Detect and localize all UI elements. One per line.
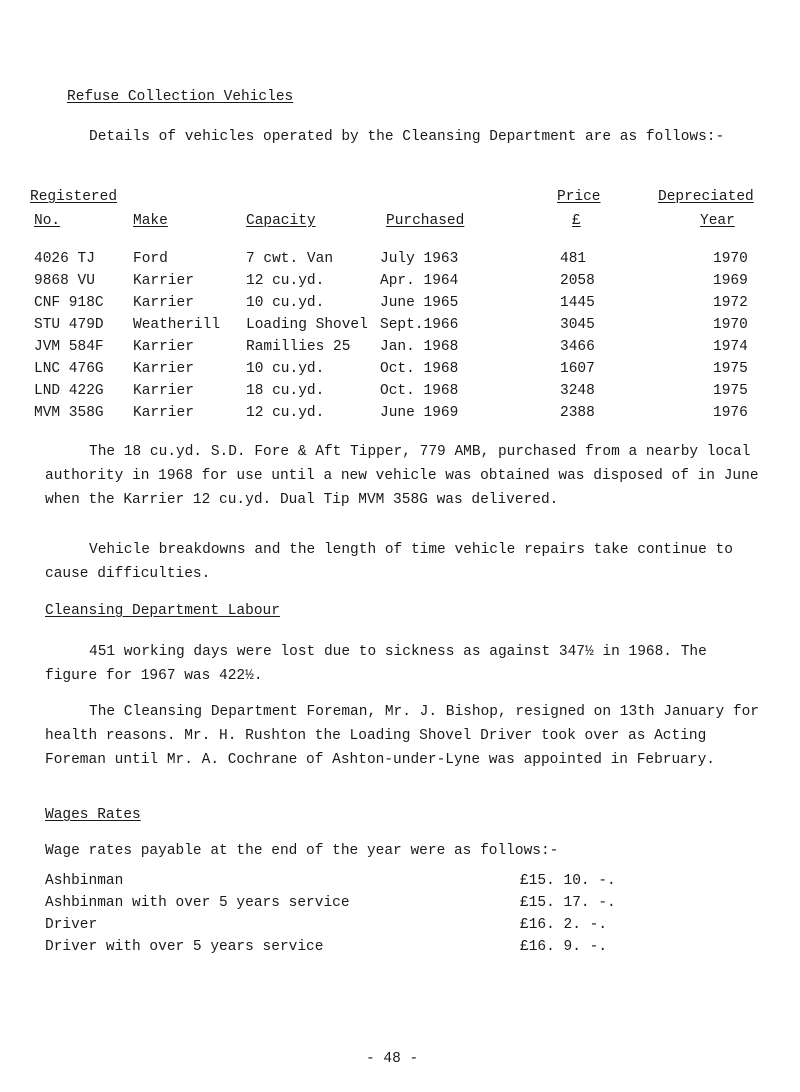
cell-reg: CNF 918C <box>34 295 104 311</box>
intro-text <box>45 125 765 149</box>
cell-make: Ford <box>133 251 168 267</box>
cell-capacity: 12 cu.yd. <box>246 273 325 289</box>
cell-year: 1972 <box>713 295 748 311</box>
list-item <box>45 872 685 894</box>
cell-make: Weatherill <box>133 317 221 333</box>
cell-year: 1976 <box>713 405 748 421</box>
cell-reg: 9868 VU <box>34 273 95 289</box>
cell-price: 3466 <box>560 339 595 355</box>
header-price-unit: £ <box>572 213 581 229</box>
cell-capacity: 12 cu.yd. <box>246 405 325 421</box>
cell-reg: LND 422G <box>34 383 104 399</box>
cell-purchased: June 1965 <box>380 295 459 311</box>
cell-capacity: 7 cwt. Van <box>246 251 334 267</box>
intro-text-content: Details of vehicles operated by the Cleansing Department are as follows:- <box>89 129 725 145</box>
cell-reg: STU 479D <box>34 317 104 333</box>
cell-make: Karrier <box>133 361 194 377</box>
paragraph-breakdowns <box>45 538 765 586</box>
cell-capacity: 10 cu.yd. <box>246 295 325 311</box>
cell-year: 1974 <box>713 339 748 355</box>
cell-year: 1975 <box>713 383 748 399</box>
header-year: Year <box>700 213 735 229</box>
list-item <box>45 916 685 938</box>
wages-heading: Wages Rates <box>45 807 141 823</box>
header-capacity: Capacity <box>246 213 316 229</box>
cell-purchased: Sept.1966 <box>380 317 459 333</box>
cell-year: 1969 <box>713 273 748 289</box>
cell-reg: 4026 TJ <box>34 251 95 267</box>
wage-label: Driver with over 5 years service <box>45 939 324 955</box>
cell-year: 1975 <box>713 361 748 377</box>
cell-year: 1970 <box>713 251 748 267</box>
cell-capacity: Ramillies 25 <box>246 339 351 355</box>
table-row <box>0 316 800 336</box>
cell-make: Karrier <box>133 339 194 355</box>
cell-capacity: 10 cu.yd. <box>246 361 325 377</box>
labour-heading: Cleansing Department Labour <box>45 603 280 619</box>
cell-purchased: July 1963 <box>380 251 459 267</box>
table-row <box>0 382 800 402</box>
cell-price: 1445 <box>560 295 595 311</box>
wage-value: £15. 10. -. <box>520 873 616 889</box>
table-row <box>0 338 800 358</box>
table-row <box>0 360 800 380</box>
cell-reg: MVM 358G <box>34 405 104 421</box>
cell-make: Karrier <box>133 295 194 311</box>
wage-label: Driver <box>45 917 98 933</box>
header-purchased: Purchased <box>386 213 465 229</box>
wages-intro: Wage rates payable at the end of the year were as follows:- <box>45 843 559 859</box>
cell-capacity: 18 cu.yd. <box>246 383 325 399</box>
header-registered: Registered <box>30 189 118 205</box>
paragraph-tipper-text: The 18 cu.yd. S.D. Fore & Aft Tipper, 779 AMB, purchased from a nearby local authority in 1968 for use until a new vehicle was obtained was disposed of in June when the Karrier 12 cu.yd. Dual Tip MVM 358G was delivered. <box>45 444 759 508</box>
cell-make: Karrier <box>133 383 194 399</box>
cell-price: 2058 <box>560 273 595 289</box>
paragraph-foreman <box>45 700 765 772</box>
wage-value: £16. 2. -. <box>520 917 608 933</box>
table-row <box>0 250 800 270</box>
cell-price: 3248 <box>560 383 595 399</box>
cell-reg: LNC 476G <box>34 361 104 377</box>
cell-price: 2388 <box>560 405 595 421</box>
wage-value: £15. 17. -. <box>520 895 616 911</box>
cell-purchased: Jan. 1968 <box>380 339 459 355</box>
cell-purchased: June 1969 <box>380 405 459 421</box>
cell-capacity: Loading Shovel <box>246 317 368 333</box>
paragraph-foreman-text: The Cleansing Department Foreman, Mr. J. Bishop, resigned on 13th January for health reasons. Mr. H. Rushton the Loading Shovel Driver took over as Acting Foreman until Mr. A. Cochrane of Ashton-under-Lyne was appointed in February. <box>45 704 760 768</box>
wage-label: Ashbinman <box>45 873 124 889</box>
cell-make: Karrier <box>133 405 194 421</box>
header-price: Price <box>557 189 601 205</box>
table-row <box>0 294 800 314</box>
cell-purchased: Oct. 1968 <box>380 383 459 399</box>
header-no: No. <box>34 213 61 229</box>
wage-label: Ashbinman with over 5 years service <box>45 895 350 911</box>
paragraph-sickness <box>45 640 765 688</box>
cell-price: 481 <box>560 251 587 267</box>
cell-price: 1607 <box>560 361 595 377</box>
table-row <box>0 272 800 292</box>
page-title: Refuse Collection Vehicles <box>67 89 294 105</box>
wage-value: £16. 9. -. <box>520 939 608 955</box>
paragraph-sickness-text: 451 working days were lost due to sickness as against 347½ in 1968. The figure for 1967 was 422½. <box>45 644 707 684</box>
paragraph-tipper <box>45 440 765 512</box>
cell-make: Karrier <box>133 273 194 289</box>
cell-purchased: Apr. 1964 <box>380 273 459 289</box>
list-item <box>45 938 685 960</box>
list-item <box>45 894 685 916</box>
paragraph-breakdowns-text: Vehicle breakdowns and the length of time vehicle repairs take continue to cause difficulties. <box>45 542 733 582</box>
table-row <box>0 404 800 424</box>
cell-price: 3045 <box>560 317 595 333</box>
cell-purchased: Oct. 1968 <box>380 361 459 377</box>
header-make: Make <box>133 213 168 229</box>
cell-year: 1970 <box>713 317 748 333</box>
page-number: - 48 - <box>366 1051 419 1067</box>
header-depreciated: Depreciated <box>658 189 754 205</box>
cell-reg: JVM 584F <box>34 339 104 355</box>
